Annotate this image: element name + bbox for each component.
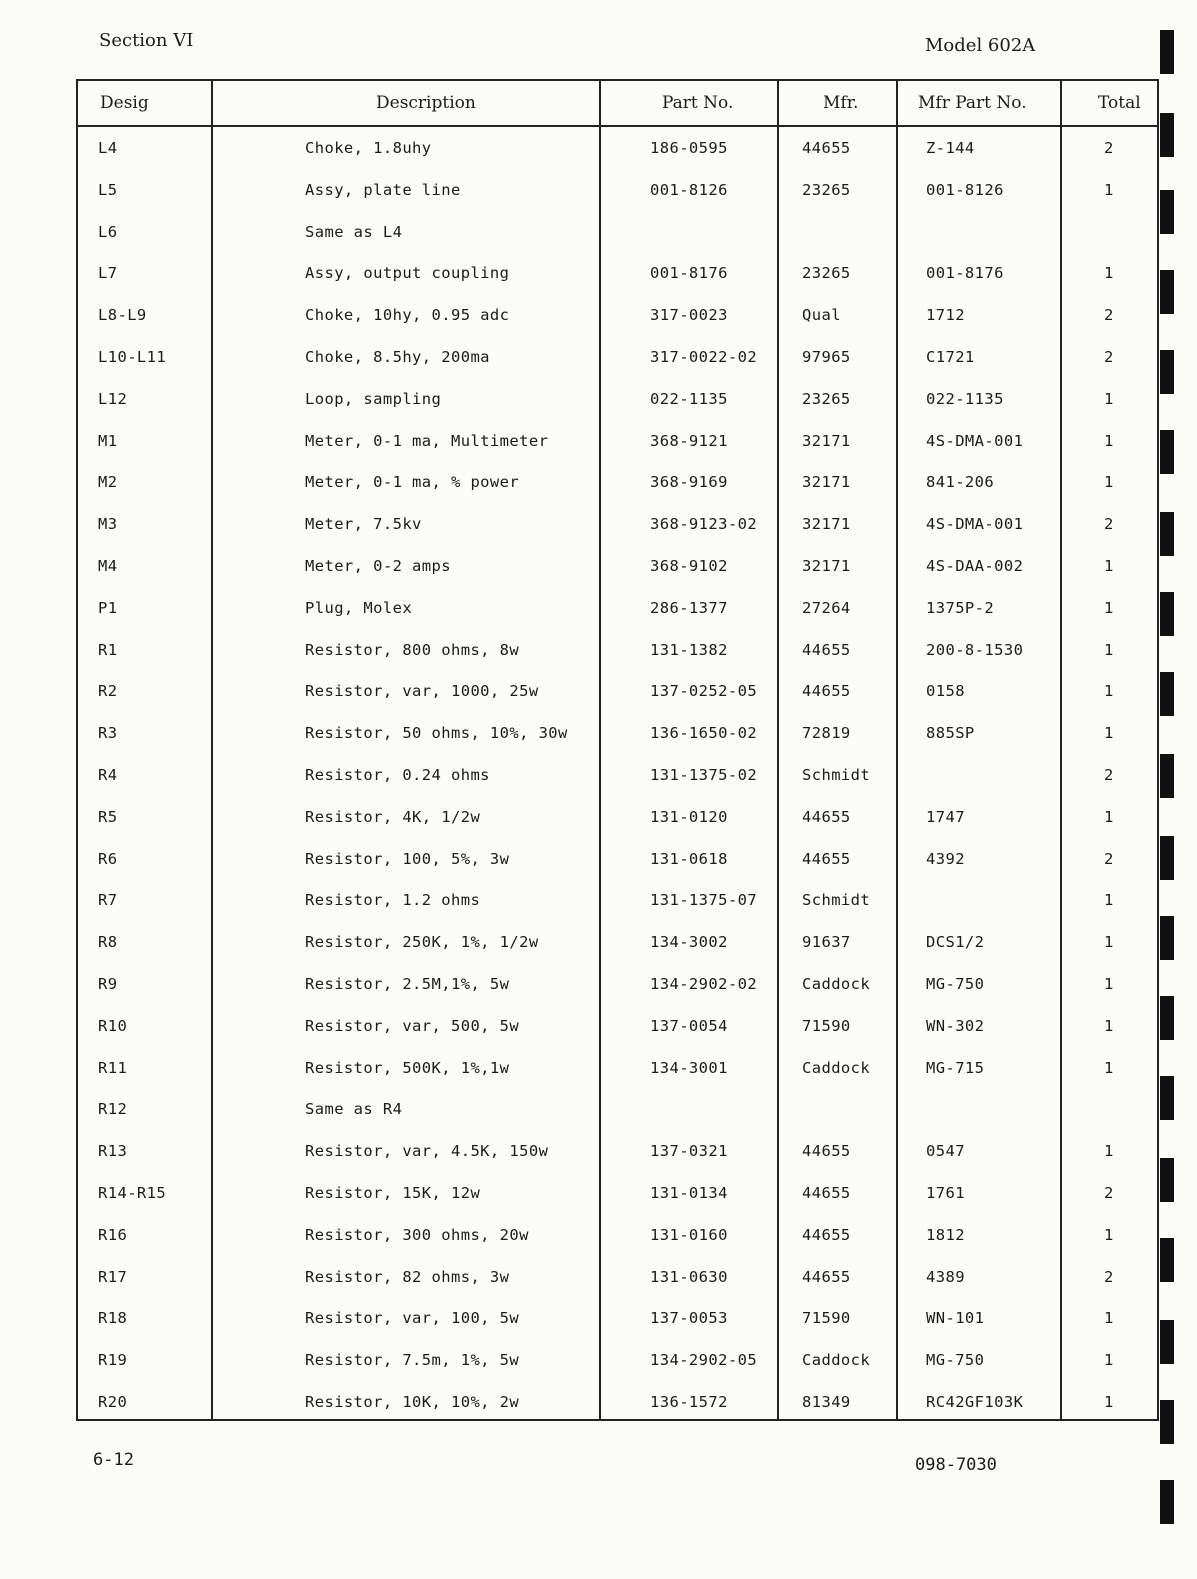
- cell-part-no: 131-1375-02: [650, 766, 758, 784]
- column-header-description: Description: [376, 93, 476, 113]
- table-row: [78, 461, 1157, 503]
- cell-part-no: 131-0134: [650, 1184, 728, 1202]
- cell-description: Resistor, var, 100, 5w: [305, 1309, 520, 1328]
- cell-desig: M1: [98, 431, 118, 450]
- binder-mark: [1160, 1320, 1174, 1364]
- table-row: [78, 420, 1157, 462]
- cell-description: Resistor, 82 ohms, 3w: [305, 1267, 510, 1286]
- binder-mark: [1160, 1480, 1174, 1524]
- cell-mfr: 32171: [802, 431, 851, 450]
- cell-total: 1: [1104, 933, 1114, 952]
- binder-mark: [1160, 190, 1174, 234]
- cell-desig: L10-L11: [98, 348, 167, 366]
- cell-part-no: 137-0321: [650, 1142, 728, 1161]
- cell-mfr: 44655: [802, 1184, 851, 1202]
- cell-total: 1: [1104, 724, 1114, 743]
- cell-mfr: 32171: [802, 515, 851, 534]
- table-row: [78, 1172, 1157, 1214]
- cell-desig: L7: [98, 264, 118, 283]
- cell-total: 1: [1104, 682, 1114, 701]
- cell-total: 2: [1104, 139, 1114, 157]
- cell-mfr: 23265: [802, 389, 851, 408]
- cell-part-no: 131-0618: [650, 849, 728, 868]
- cell-mfr: 71590: [802, 1309, 851, 1328]
- cell-mfr-part-no: 1812: [926, 1225, 965, 1244]
- parts-list-table: [76, 79, 1159, 1421]
- cell-part-no: 368-9123-02: [650, 515, 758, 534]
- cell-desig: R18: [98, 1309, 128, 1328]
- cell-mfr-part-no: 001-8126: [926, 180, 1004, 199]
- cell-description: Same as L4: [305, 222, 403, 241]
- cell-desig: R19: [98, 1351, 128, 1370]
- cell-total: 2: [1104, 1267, 1114, 1286]
- cell-part-no: 001-8126: [650, 180, 728, 199]
- cell-mfr-part-no: MG-715: [926, 1058, 985, 1077]
- column-header-desig: Desig: [100, 93, 149, 113]
- cell-mfr: Qual: [802, 306, 841, 325]
- cell-mfr-part-no: 1375P-2: [926, 598, 995, 617]
- cell-desig: M3: [98, 515, 118, 534]
- cell-total: 2: [1104, 849, 1114, 868]
- cell-mfr-part-no: 1712: [926, 306, 965, 325]
- cell-description: Resistor, 500K, 1%,1w: [305, 1058, 510, 1077]
- cell-mfr: 81349: [802, 1393, 851, 1411]
- binder-mark: [1160, 672, 1174, 716]
- cell-mfr-part-no: MG-750: [926, 975, 985, 993]
- cell-description: Assy, output coupling: [305, 264, 510, 283]
- cell-desig: R10: [98, 1016, 128, 1035]
- cell-part-no: 137-0053: [650, 1309, 728, 1328]
- cell-desig: R6: [98, 849, 118, 868]
- cell-mfr: 44655: [802, 682, 851, 701]
- cell-part-no: 186-0595: [650, 139, 728, 157]
- table-row: [78, 629, 1157, 671]
- table-row: [78, 1256, 1157, 1298]
- binder-mark: [1160, 1076, 1174, 1120]
- cell-part-no: 001-8176: [650, 264, 728, 283]
- cell-total: 1: [1104, 1016, 1114, 1035]
- column-header-mfr-part-no: Mfr Part No.: [918, 93, 1027, 113]
- table-row: [78, 503, 1157, 545]
- cell-mfr: 44655: [802, 849, 851, 868]
- table-row: [78, 294, 1157, 336]
- table-row: [78, 879, 1157, 921]
- cell-mfr: Schmidt: [802, 766, 871, 784]
- cell-total: 1: [1104, 598, 1114, 617]
- cell-mfr-part-no: 0547: [926, 1142, 965, 1161]
- cell-part-no: 134-3001: [650, 1058, 728, 1077]
- cell-part-no: 131-1375-07: [650, 891, 758, 910]
- binder-mark: [1160, 1400, 1174, 1444]
- cell-total: 1: [1104, 1309, 1114, 1328]
- cell-part-no: 286-1377: [650, 598, 728, 617]
- cell-part-no: 317-0022-02: [650, 348, 758, 366]
- table-row: [78, 1381, 1157, 1423]
- cell-mfr-part-no: 841-206: [926, 473, 995, 492]
- cell-mfr: 44655: [802, 1267, 851, 1286]
- cell-mfr: Schmidt: [802, 891, 871, 910]
- binder-mark: [1160, 836, 1174, 880]
- cell-total: 1: [1104, 180, 1114, 199]
- cell-desig: R20: [98, 1393, 128, 1411]
- cell-total: 1: [1104, 975, 1114, 993]
- cell-mfr-part-no: 1747: [926, 807, 965, 826]
- column-header-total: Total: [1098, 93, 1141, 113]
- cell-description: Resistor, 4K, 1/2w: [305, 807, 481, 826]
- cell-desig: P1: [98, 598, 118, 617]
- cell-mfr: 44655: [802, 1225, 851, 1244]
- cell-description: Resistor, 50 ohms, 10%, 30w: [305, 724, 568, 743]
- cell-mfr-part-no: 001-8176: [926, 264, 1004, 283]
- cell-mfr: 32171: [802, 473, 851, 492]
- cell-total: 1: [1104, 431, 1114, 450]
- cell-mfr-part-no: MG-750: [926, 1351, 985, 1370]
- model-label: Model 602A: [925, 35, 1036, 56]
- cell-description: Same as R4: [305, 1100, 403, 1119]
- cell-part-no: 134-3002: [650, 933, 728, 952]
- cell-total: 1: [1104, 389, 1114, 408]
- table-row: [78, 378, 1157, 420]
- cell-desig: R3: [98, 724, 118, 743]
- cell-part-no: 317-0023: [650, 306, 728, 325]
- binder-mark: [1160, 270, 1174, 314]
- cell-description: Meter, 0-1 ma, Multimeter: [305, 431, 549, 450]
- cell-mfr: 23265: [802, 180, 851, 199]
- binder-mark: [1160, 30, 1174, 74]
- cell-desig: M2: [98, 473, 118, 492]
- cell-mfr: 32171: [802, 557, 851, 575]
- table-row: [78, 921, 1157, 963]
- cell-part-no: 136-1650-02: [650, 724, 758, 743]
- cell-description: Resistor, 300 ohms, 20w: [305, 1225, 529, 1244]
- cell-description: Resistor, 100, 5%, 3w: [305, 849, 510, 868]
- cell-part-no: 131-0630: [650, 1267, 728, 1286]
- table-row: [78, 1005, 1157, 1047]
- cell-total: 2: [1104, 306, 1114, 325]
- cell-description: Resistor, 0.24 ohms: [305, 766, 490, 784]
- cell-description: Resistor, 800 ohms, 8w: [305, 640, 520, 659]
- cell-desig: R11: [98, 1058, 128, 1077]
- cell-desig: L12: [98, 389, 128, 408]
- binder-mark: [1160, 916, 1174, 960]
- cell-description: Choke, 10hy, 0.95 adc: [305, 306, 510, 325]
- cell-mfr-part-no: RC42GF103K: [926, 1393, 1024, 1411]
- binder-mark: [1160, 754, 1174, 798]
- table-row: [78, 336, 1157, 378]
- cell-mfr-part-no: Z-144: [926, 139, 975, 157]
- binder-mark: [1160, 1158, 1174, 1202]
- cell-part-no: 368-9102: [650, 557, 728, 575]
- table-row: [78, 1214, 1157, 1256]
- cell-total: 1: [1104, 557, 1114, 575]
- cell-mfr: 91637: [802, 933, 851, 952]
- cell-total: 2: [1104, 515, 1114, 534]
- page-number: 6-12: [93, 1450, 134, 1470]
- cell-total: 1: [1104, 891, 1114, 910]
- cell-description: Resistor, 1.2 ohms: [305, 891, 481, 910]
- cell-desig: R16: [98, 1225, 128, 1244]
- cell-part-no: 022-1135: [650, 389, 728, 408]
- cell-mfr: 97965: [802, 348, 851, 366]
- cell-part-no: 368-9169: [650, 473, 728, 492]
- cell-total: 1: [1104, 640, 1114, 659]
- cell-desig: R8: [98, 933, 118, 952]
- cell-part-no: 131-1382: [650, 640, 728, 659]
- cell-description: Resistor, 10K, 10%, 2w: [305, 1393, 520, 1411]
- cell-total: 1: [1104, 807, 1114, 826]
- cell-mfr-part-no: 200-8-1530: [926, 640, 1024, 659]
- cell-mfr: 44655: [802, 1142, 851, 1161]
- table-row: [78, 838, 1157, 880]
- cell-desig: R14-R15: [98, 1184, 167, 1202]
- cell-part-no: 134-2902-02: [650, 975, 758, 993]
- cell-mfr-part-no: 022-1135: [926, 389, 1004, 408]
- cell-mfr-part-no: 4392: [926, 849, 965, 868]
- cell-mfr-part-no: 4S-DAA-002: [926, 557, 1024, 575]
- cell-desig: R4: [98, 766, 118, 784]
- table-row: [78, 1047, 1157, 1089]
- column-header-part-no: Part No.: [662, 93, 734, 113]
- cell-mfr: 44655: [802, 640, 851, 659]
- cell-description: Resistor, var, 4.5K, 150w: [305, 1142, 549, 1161]
- cell-description: Resistor, 250K, 1%, 1/2w: [305, 933, 539, 952]
- cell-part-no: 368-9121: [650, 431, 728, 450]
- cell-mfr: 72819: [802, 724, 851, 743]
- cell-total: 1: [1104, 1393, 1114, 1411]
- cell-description: Plug, Molex: [305, 598, 413, 617]
- column-header-mfr: Mfr.: [823, 93, 859, 113]
- table-row: [78, 712, 1157, 754]
- cell-total: 1: [1104, 1058, 1114, 1077]
- cell-description: Loop, sampling: [305, 389, 442, 408]
- cell-desig: L6: [98, 222, 118, 241]
- cell-mfr: 27264: [802, 598, 851, 617]
- cell-total: 1: [1104, 1351, 1114, 1370]
- cell-description: Resistor, 15K, 12w: [305, 1184, 481, 1202]
- table-row: [78, 1339, 1157, 1381]
- cell-desig: R2: [98, 682, 118, 701]
- cell-desig: M4: [98, 557, 118, 575]
- cell-total: 1: [1104, 1225, 1114, 1244]
- cell-desig: R13: [98, 1142, 128, 1161]
- cell-desig: L5: [98, 180, 118, 199]
- cell-mfr-part-no: WN-302: [926, 1016, 985, 1035]
- section-label: Section VI: [99, 30, 194, 51]
- table-row: [78, 211, 1157, 253]
- cell-desig: R7: [98, 891, 118, 910]
- cell-part-no: 134-2902-05: [650, 1351, 758, 1370]
- binder-mark: [1160, 512, 1174, 556]
- cell-desig: L4: [98, 139, 118, 157]
- cell-mfr-part-no: 885SP: [926, 724, 975, 743]
- cell-desig: R12: [98, 1100, 128, 1119]
- cell-mfr: Caddock: [802, 975, 871, 993]
- cell-mfr-part-no: 4S-DMA-001: [926, 431, 1024, 450]
- cell-total: 2: [1104, 348, 1114, 366]
- cell-mfr: Caddock: [802, 1351, 871, 1370]
- cell-mfr-part-no: 4S-DMA-001: [926, 515, 1024, 534]
- cell-mfr-part-no: DCS1/2: [926, 933, 985, 952]
- binder-mark: [1160, 113, 1174, 157]
- binder-mark: [1160, 350, 1174, 394]
- cell-total: 2: [1104, 1184, 1114, 1202]
- table-row: [78, 1297, 1157, 1339]
- cell-total: 1: [1104, 264, 1114, 283]
- table-row: [78, 545, 1157, 587]
- cell-description: Choke, 8.5hy, 200ma: [305, 348, 490, 366]
- cell-part-no: 131-0160: [650, 1225, 728, 1244]
- cell-desig: R17: [98, 1267, 128, 1286]
- cell-mfr: 44655: [802, 139, 851, 157]
- cell-description: Meter, 7.5kv: [305, 515, 422, 534]
- cell-description: Resistor, var, 1000, 25w: [305, 682, 539, 701]
- cell-part-no: 137-0252-05: [650, 682, 758, 701]
- binder-mark: [1160, 996, 1174, 1040]
- cell-desig: R1: [98, 640, 118, 659]
- document-number: 098-7030: [915, 1455, 997, 1475]
- cell-description: Resistor, var, 500, 5w: [305, 1016, 520, 1035]
- cell-desig: L8-L9: [98, 306, 147, 325]
- cell-mfr: 44655: [802, 807, 851, 826]
- cell-part-no: 137-0054: [650, 1016, 728, 1035]
- table-row: [78, 252, 1157, 294]
- cell-part-no: 131-0120: [650, 807, 728, 826]
- cell-description: Meter, 0-1 ma, % power: [305, 473, 520, 492]
- table-row: [78, 127, 1157, 169]
- cell-description: Choke, 1.8uhy: [305, 139, 432, 157]
- binder-mark: [1160, 430, 1174, 474]
- binder-mark: [1160, 592, 1174, 636]
- table-body: [78, 127, 1157, 1419]
- table-row: [78, 670, 1157, 712]
- cell-description: Resistor, 2.5M,1%, 5w: [305, 975, 510, 993]
- binder-mark: [1160, 1238, 1174, 1282]
- cell-description: Meter, 0-2 amps: [305, 557, 451, 575]
- cell-part-no: 136-1572: [650, 1393, 728, 1411]
- cell-mfr-part-no: 0158: [926, 682, 965, 701]
- cell-desig: R9: [98, 975, 118, 993]
- cell-mfr: 71590: [802, 1016, 851, 1035]
- cell-mfr: Caddock: [802, 1058, 871, 1077]
- cell-mfr-part-no: WN-101: [926, 1309, 985, 1328]
- table-row: [78, 796, 1157, 838]
- table-row: [78, 754, 1157, 796]
- table-row: [78, 963, 1157, 1005]
- cell-desig: R5: [98, 807, 118, 826]
- table-row: [78, 1130, 1157, 1172]
- cell-total: 1: [1104, 473, 1114, 492]
- cell-mfr-part-no: 1761: [926, 1184, 965, 1202]
- cell-mfr-part-no: C1721: [926, 348, 975, 366]
- cell-total: 2: [1104, 766, 1114, 784]
- table-row: [78, 587, 1157, 629]
- cell-description: Resistor, 7.5m, 1%, 5w: [305, 1351, 520, 1370]
- cell-mfr: 23265: [802, 264, 851, 283]
- cell-mfr-part-no: 4389: [926, 1267, 965, 1286]
- cell-total: 1: [1104, 1142, 1114, 1161]
- cell-description: Assy, plate line: [305, 180, 461, 199]
- table-row: [78, 1088, 1157, 1130]
- table-row: [78, 169, 1157, 211]
